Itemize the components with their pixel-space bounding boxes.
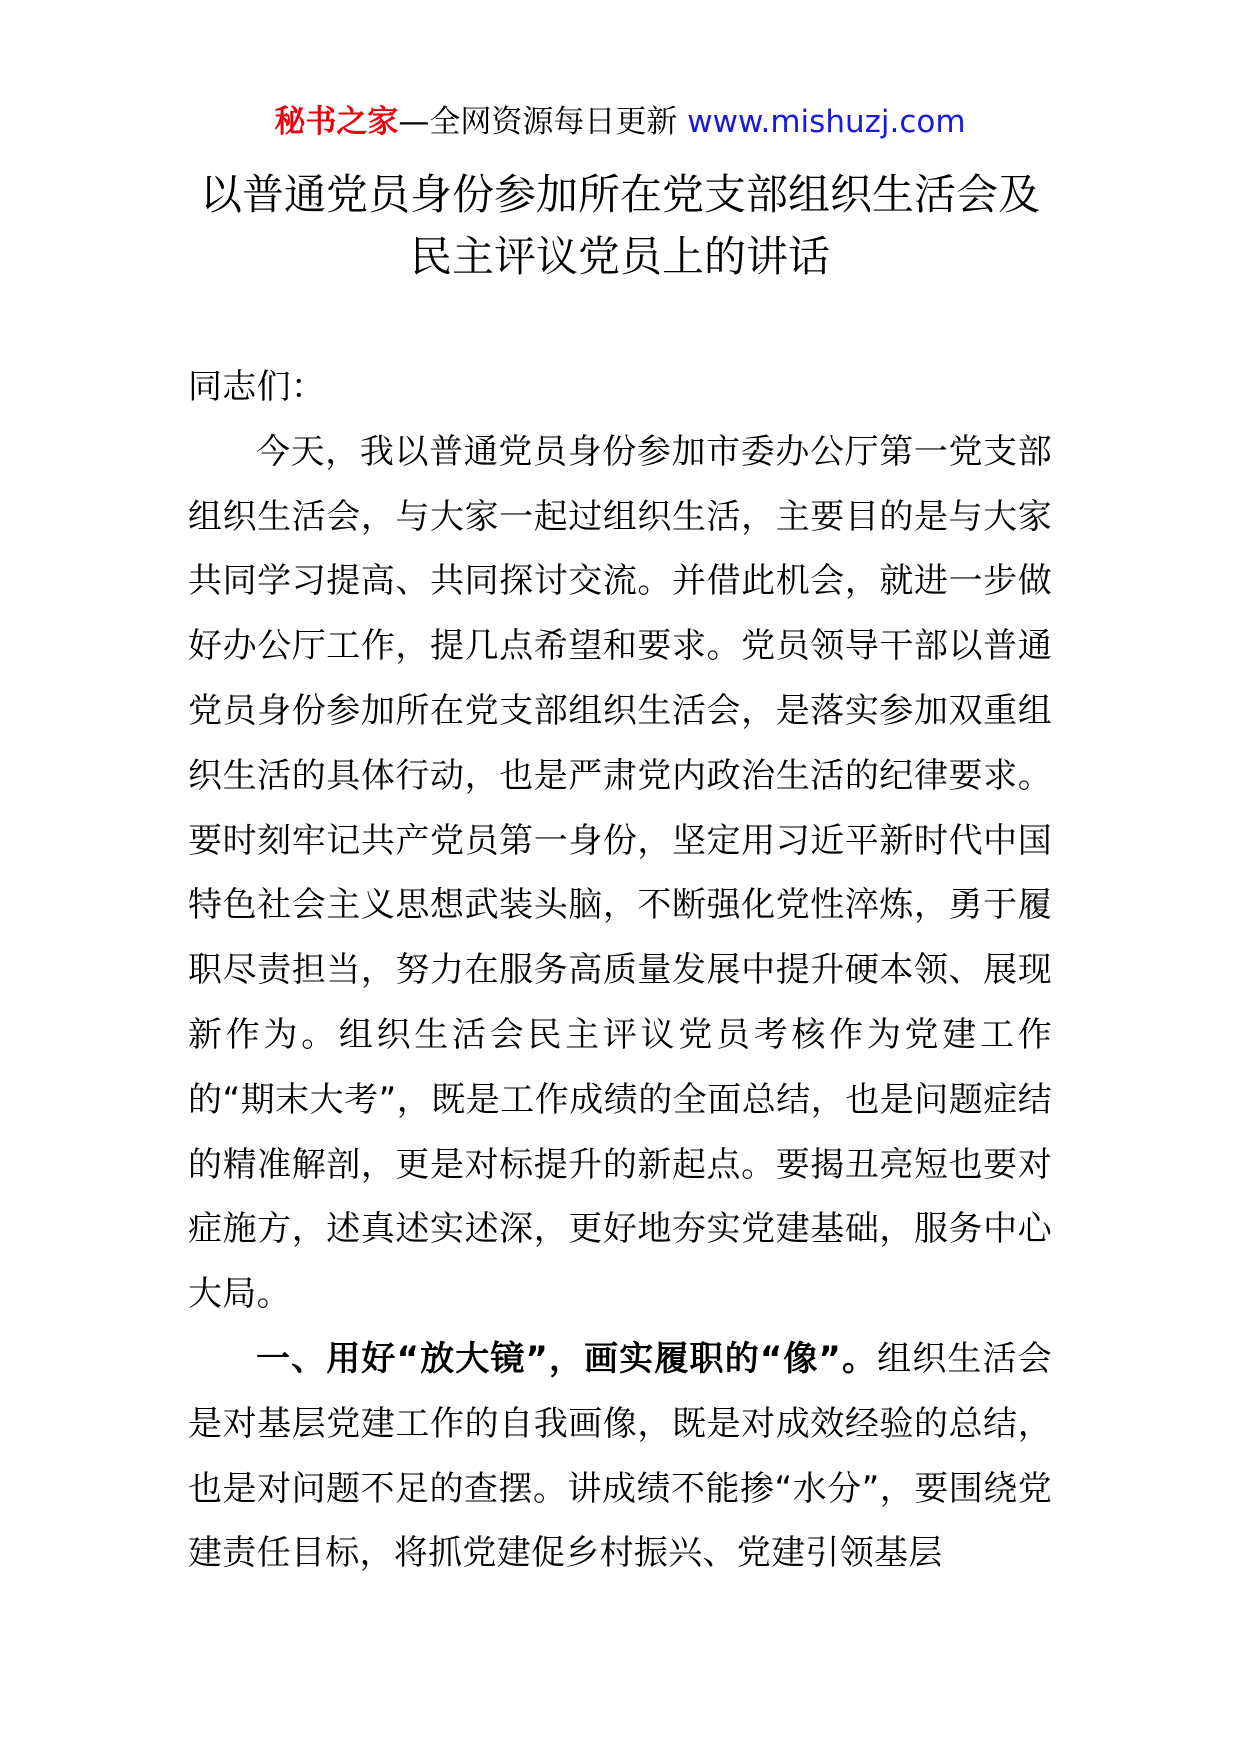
document-body — [188, 355, 1052, 1586]
site-brand: 秘书之家 — [274, 104, 399, 140]
paragraph-section-1 — [188, 1327, 1052, 1586]
site-url-link[interactable]: www.mishuzj.com — [687, 104, 966, 140]
section-1-text: 组织生活会是对基层党建工作的自我画像，既是对成效经验的总结，也是对问题不足的查摆。讲成绩不能掺“水分”，要围绕党建责任目标，将抓党建促乡村振兴、党建引领基层 — [188, 1338, 1052, 1574]
document-title — [140, 164, 1100, 288]
site-slogan: —全网资源每日更新 — [398, 104, 678, 140]
section-1-heading: 一、用好“放大镜”，画实履职的“像”。 — [256, 1338, 878, 1379]
document-title-line-2: 民主评议党员上的讲话 — [409, 232, 830, 281]
site-header — [0, 100, 1240, 144]
paragraph-intro: 今天，我以普通党员身份参加市委办公厅第一党支部组织生活会，与大家一起过组织生活，主要目的是与大家共同学习提高、共同探讨交流。并借此机会，就进一步做好办公厅工作，提几点希望和要求。党员领导干部以普通党员身份参加所在党支部组织生活会，是落实参加双重组织生活的具体行动，也是严肃党内政治生活的纪律要求。要时刻牢记共产党员第一身份，坚定用习近平新时代中国特色社会主义思想武装头脑，不断强化党性淬炼，勇于履职尽责担当，努力在服务高质量发展中提升硬本领、展现新作为。组织生活会民主评议党员考核作为党建工作的“期末大考”，既是工作成绩的全面总结，也是问题症结的精准解剖，更是对标提升的新起点。要揭丑亮短也要对症施方，述真述实述深，更好地夯实党建基础，服务中心大局。 — [188, 431, 1052, 1315]
salutation: 同志们： — [188, 367, 326, 407]
document-title-line-1: 以普通党员身份参加所在党支部组织生活会及 — [199, 170, 1040, 219]
